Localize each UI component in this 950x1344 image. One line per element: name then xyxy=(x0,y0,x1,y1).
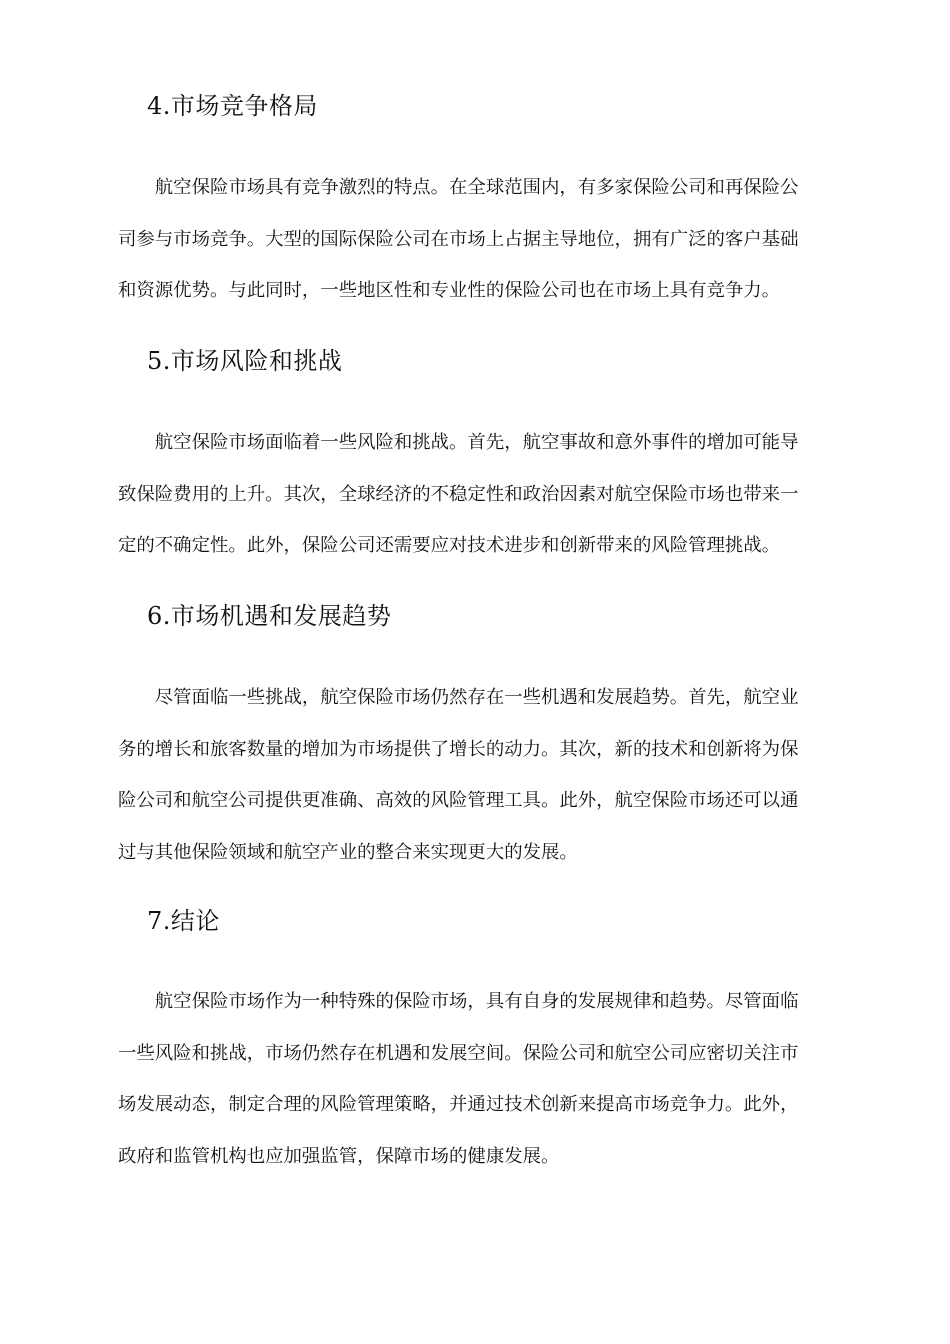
paragraph-line: 司参与市场竞争。大型的国际保险公司在市场上占据主导地位，拥有广泛的客户基础 xyxy=(118,228,799,250)
paragraph-line: 定的不确定性。此外，保险公司还需要应对技术进步和创新带来的风险管理挑战。 xyxy=(118,535,781,557)
paragraph-line: 险公司和航空公司提供更准确、高效的风险管理工具。此外，航空保险市场还可以通 xyxy=(118,790,799,812)
section-heading-5: 5.市场风险和挑战 xyxy=(147,347,343,375)
paragraph-line: 航空保险市场具有竞争激烈的特点。在全球范围内，有多家保险公司和再保险公 xyxy=(118,177,799,198)
paragraph-line: 航空保险市场面临着一些风险和挑战。首先，航空事故和意外事件的增加可能导 xyxy=(118,432,799,453)
paragraph-line: 航空保险市场作为一种特殊的保险市场，具有自身的发展规律和趋势。尽管面临 xyxy=(118,991,799,1012)
section-paragraph-5 xyxy=(118,417,838,572)
paragraph-line: 场发展动态，制定合理的风险管理策略，并通过技术创新来提高市场竞争力。此外， xyxy=(118,1094,799,1116)
paragraph-line: 和资源优势。与此同时，一些地区性和专业性的保险公司也在市场上具有竞争力。 xyxy=(118,280,781,302)
section-paragraph-4 xyxy=(118,162,838,317)
section-paragraph-7 xyxy=(118,976,838,1183)
section-heading-6: 6.市场机遇和发展趋势 xyxy=(147,602,392,630)
paragraph-line: 致保险费用的上升。其次，全球经济的不稳定性和政治因素对航空保险市场也带来一 xyxy=(118,483,799,505)
section-heading-7: 7.结论 xyxy=(147,907,220,935)
paragraph-line: 一些风险和挑战，市场仍然存在机遇和发展空间。保险公司和航空公司应密切关注市 xyxy=(118,1042,799,1064)
section-paragraph-6 xyxy=(118,672,838,879)
paragraph-line: 务的增长和旅客数量的增加为市场提供了增长的动力。其次，新的技术和创新将为保 xyxy=(118,738,799,760)
paragraph-line: 过与其他保险领域和航空产业的整合来实现更大的发展。 xyxy=(118,842,578,864)
section-heading-4: 4.市场竞争格局 xyxy=(147,92,318,120)
paragraph-line: 政府和监管机构也应加强监管，保障市场的健康发展。 xyxy=(118,1146,560,1168)
paragraph-line: 尽管面临一些挑战，航空保险市场仍然存在一些机遇和发展趋势。首先，航空业 xyxy=(118,687,799,708)
